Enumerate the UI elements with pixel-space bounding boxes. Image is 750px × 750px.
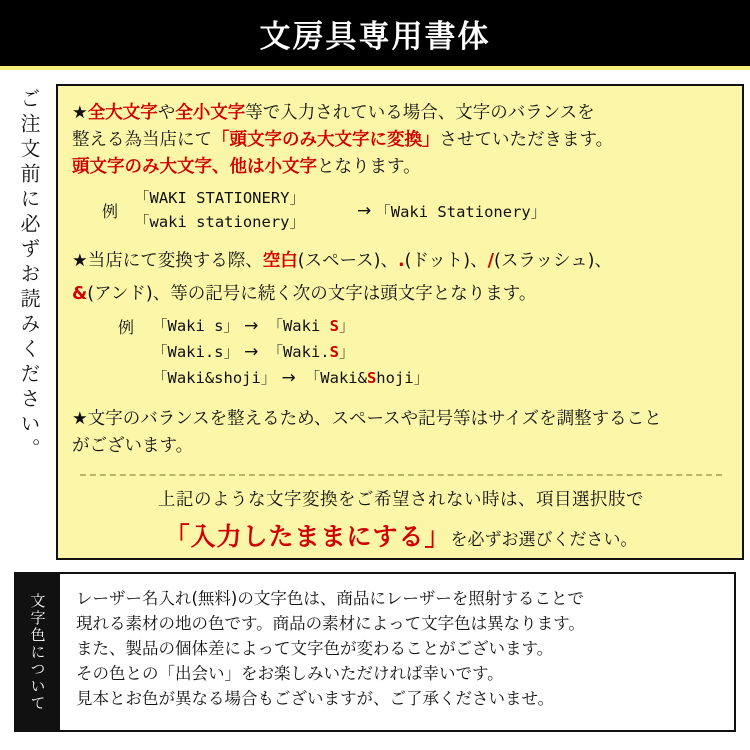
block2-red-slash: /: [487, 250, 495, 271]
text-color-tab-label: 文字色について: [28, 592, 47, 712]
block2-line2-post: (アンド)、等の記号に続く次の文字は頭文字となります。: [87, 284, 537, 304]
block1-line-2: [72, 127, 730, 154]
block3-line-2: がございます。: [72, 435, 194, 456]
text-color-line: レーザー名入れ(無料)の文字色は、商品にレーザーを照射することで: [76, 589, 584, 608]
header-bar: [0, 0, 750, 66]
block2-mid-2: (ドット)、: [404, 250, 488, 271]
divider-dashed: [80, 474, 722, 476]
arrow-right-icon: →: [357, 200, 372, 221]
page-title: 文房具専用書体: [259, 18, 491, 55]
block2-example-item: [152, 340, 429, 366]
notice-block-1: [72, 100, 730, 234]
block3-line-1: ★文字のバランスを整えるため、スペースや記号等はサイズを調整すること: [72, 408, 662, 429]
block1-example-label: 例: [102, 202, 119, 222]
notice-block-3: [72, 406, 730, 460]
block1-example-to: 「Waki Stationery」: [375, 202, 547, 221]
block2-red-space: 空白: [262, 250, 298, 271]
closing-line-1: 上記のような文字変換をご希望されない時は、項目選択肢で: [158, 489, 644, 510]
text-color-line: その色との「出会い」をお楽しみいただければ幸いです。: [76, 664, 504, 684]
block1-red-rule: 頭文字のみ大文字、他は小文字: [72, 157, 317, 178]
closing-line2-post: を必ずお選びください。: [450, 529, 638, 550]
block1-example-from-2: 「waki stationery」: [134, 212, 305, 231]
block2-example-to-post-3: hoji」: [376, 368, 430, 387]
block2-example-to-red-1: S: [329, 317, 339, 336]
text-color-panel: [14, 572, 736, 732]
block2-mid-1: (スペース)、: [297, 250, 398, 271]
block2-example-to-pre-1: 「Waki: [267, 317, 330, 336]
block2-example-to-red-2: S: [329, 342, 339, 361]
closing-option-label: 「入力したままにする」: [164, 521, 451, 551]
main-notice-panel: [56, 84, 744, 560]
text-color-line: 現れる素材の地の色です。商品の素材によって文字色は異なります。: [76, 614, 585, 634]
block2-example-from-2: 「Waki.s」: [152, 342, 240, 361]
block2-line-2: [72, 281, 730, 308]
block1-example-from-1: 「WAKI STATIONERY」: [134, 189, 305, 208]
block1-mid-1: や: [157, 103, 176, 123]
text-color-tab: [16, 574, 60, 730]
block2-red-dot: .: [397, 250, 405, 271]
block1-red-convert: 「頭文字のみ大文字に変換」: [212, 130, 440, 151]
block1-red-all-lower: 全小文字: [175, 103, 246, 123]
closing-line-2: [72, 517, 730, 553]
block2-mid-3: (スラッシュ)、: [494, 250, 612, 271]
vertical-caution-text: ご注文前に必ずお読みください。: [17, 88, 41, 463]
block2-line-1: [72, 248, 730, 275]
block2-example-label: 例: [118, 318, 135, 338]
block2-example-to-post-1: 」: [338, 317, 355, 336]
notice-block-2: [72, 248, 730, 392]
block2-example-item: [152, 314, 429, 340]
block2-example-list: [152, 314, 429, 391]
block2-example-item: [152, 366, 429, 392]
arrow-right-icon: →: [281, 367, 296, 388]
block1-example-output: [357, 200, 546, 222]
block1-line1-post: 等で入力されている場合、文字のバランスを: [245, 103, 595, 123]
block1-red-all-upper: 全大文字: [87, 103, 158, 123]
block2-line1-pre: ★当店にて変換する際、: [72, 250, 263, 271]
vertical-caution-note: [6, 84, 52, 554]
block1-line3-post: となります。: [317, 157, 421, 178]
block2-example-to-red-3: S: [366, 368, 377, 387]
block2-example-to-pre-2: 「Waki.: [267, 342, 330, 361]
block1-bullet: ★: [72, 103, 88, 123]
arrow-right-icon: →: [244, 316, 259, 337]
block1-example-row: [102, 187, 730, 234]
header-underline: [0, 66, 750, 70]
block1-example-inputs: [134, 187, 305, 234]
text-color-line: また、製品の個体差によって文字色が変わることがございます。: [76, 639, 554, 659]
block1-line2-post: させていただきます。: [439, 130, 614, 151]
notice-closing: [72, 486, 730, 553]
block2-example-to-post-2: 」: [338, 342, 355, 361]
block2-example-to-pre-3: 「Waki&: [304, 368, 367, 387]
text-color-body: [60, 574, 734, 730]
block2-example-from-1: 「Waki s」: [152, 317, 240, 336]
block1-line2-pre: 整える為当店にて: [72, 130, 212, 151]
block1-line-3: [72, 154, 730, 181]
block2-example-from-3: 「Waki&shoji」: [152, 368, 277, 387]
block1-line-1: [72, 100, 730, 127]
text-color-line: 見本とお色が異なる場合もございますが、ご了承くださいませ。: [76, 689, 555, 709]
block2-example-row: [118, 314, 730, 391]
block2-red-ampersand: &: [72, 284, 88, 304]
arrow-right-icon: →: [244, 341, 259, 362]
